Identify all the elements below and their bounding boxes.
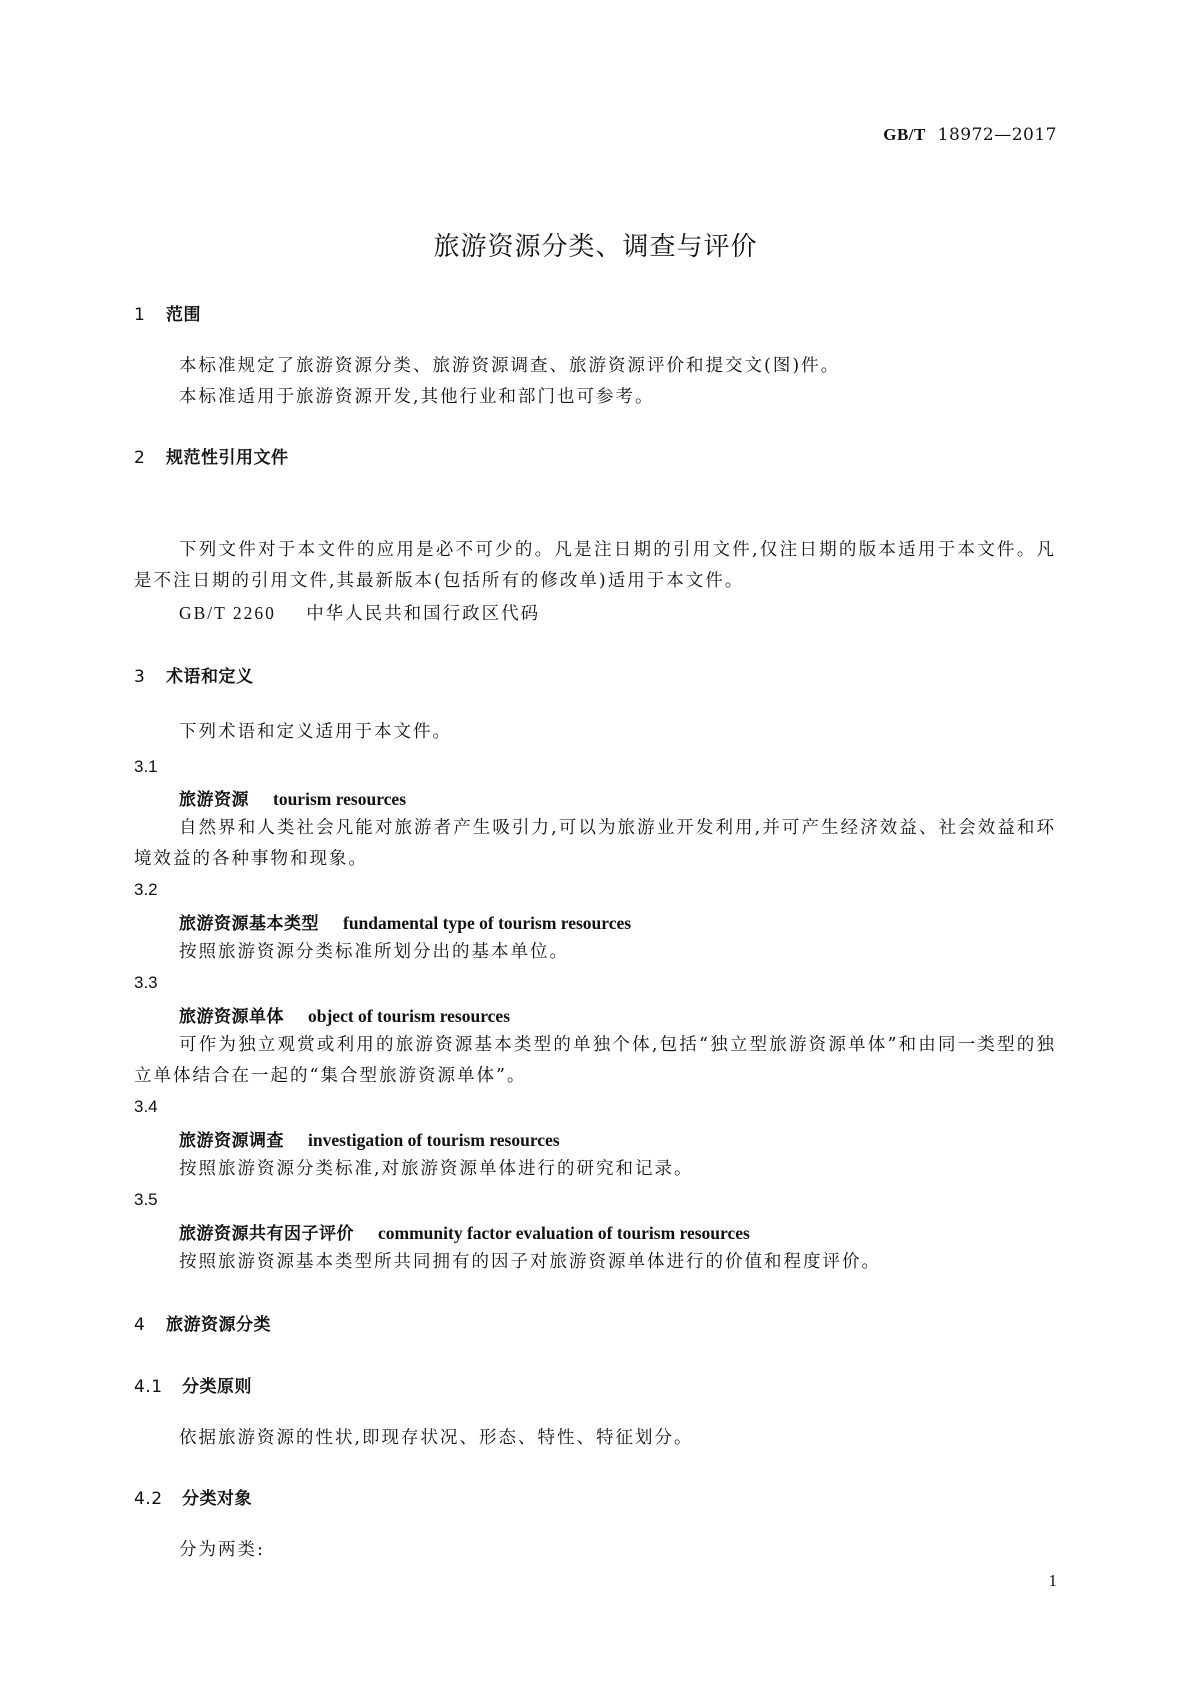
term-zh: 旅游资源单体 [179, 1007, 284, 1027]
term-entry [179, 1219, 750, 1244]
subsection-number: 4.1 [134, 1377, 163, 1397]
term-entry [179, 1002, 510, 1027]
term-en: investigation of tourism resources [308, 1130, 560, 1150]
paragraph: 下列文件对于本文件的应用是必不可少的。凡是注日期的引用文件,仅注日期的版本适用于本文件。凡是不注日期的引用文件,其最新版本(包括所有的修改单)适用于本文件。 [134, 540, 1056, 591]
term-en: fundamental type of tourism resources [343, 913, 632, 933]
section-title: 规范性引用文件 [166, 448, 289, 468]
standard-code [883, 125, 1057, 145]
term-entry [179, 785, 406, 810]
term-en: tourism resources [273, 789, 407, 809]
section-number: 3 [134, 667, 146, 687]
term-zh: 旅游资源 [179, 790, 249, 810]
term-en: community factor evaluation of tourism resources [378, 1223, 750, 1243]
clause-number: 3.4 [134, 1097, 158, 1116]
section-title: 旅游资源分类 [166, 1315, 271, 1335]
term-zh: 旅游资源基本类型 [179, 914, 319, 934]
page-number: 1 [1048, 1571, 1057, 1590]
subsection-number: 4.2 [134, 1489, 163, 1509]
term-definition: 按照旅游资源分类标准所划分出的基本单位。 [179, 942, 569, 962]
term-definition: 按照旅游资源分类标准,对旅游资源单体进行的研究和记录。 [179, 1159, 694, 1179]
paragraph: 依据旅游资源的性状,即现存状况、形态、特性、特征划分。 [179, 1428, 694, 1448]
reference-title: 中华人民共和国行政区代码 [306, 604, 541, 624]
section-number: 4 [134, 1315, 146, 1335]
term-zh: 旅游资源调查 [179, 1131, 284, 1151]
term-definition: 按照旅游资源基本类型所共同拥有的因子对旅游资源单体进行的价值和程度评价。 [179, 1252, 881, 1272]
paragraph: 分为两类: [179, 1540, 265, 1560]
term-definition: 可作为独立观赏或利用的旅游资源基本类型的单独个体,包括“独立型旅游资源单体”和由同一类型的独立单体结合在一起的“集合型旅游资源单体”。 [134, 1035, 1056, 1086]
paragraph: 本标准规定了旅游资源分类、旅游资源调查、旅游资源评价和提交文(图)件。 [179, 356, 841, 376]
section-title: 术语和定义 [166, 667, 254, 687]
term-zh: 旅游资源共有因子评价 [179, 1224, 354, 1244]
term-en: object of tourism resources [308, 1006, 511, 1026]
section-title: 范围 [166, 305, 201, 325]
section-number: 1 [134, 305, 146, 325]
term-entry [179, 1126, 560, 1151]
term-definition: 自然界和人类社会凡能对旅游者产生吸引力,可以为旅游业开发利用,并可产生经济效益、社会效益和环境效益的各种事物和现象。 [134, 818, 1056, 869]
section-2-heading [134, 443, 289, 468]
clause-number: 3.1 [134, 757, 158, 776]
document-title: 旅游资源分类、调查与评价 [433, 232, 758, 262]
section-3-heading [134, 662, 254, 687]
paragraph: 下列术语和定义适用于本文件。 [179, 722, 452, 742]
section-1-heading [134, 300, 201, 325]
subsection-4-2-heading [134, 1484, 252, 1509]
paragraph: 本标准适用于旅游资源开发,其他行业和部门也可参考。 [179, 387, 655, 407]
section-number: 2 [134, 448, 146, 468]
subsection-4-1-heading [134, 1372, 252, 1397]
term-entry [179, 909, 631, 934]
reference-code: GB/T 2260 [179, 603, 276, 623]
clause-number: 3.2 [134, 880, 158, 899]
subsection-title: 分类原则 [182, 1377, 252, 1397]
clause-number: 3.3 [134, 973, 158, 992]
subsection-title: 分类对象 [182, 1489, 252, 1509]
standard-number: 18972—2017 [937, 125, 1057, 145]
normative-reference [179, 598, 540, 630]
standard-code-prefix: GB/T [883, 125, 926, 144]
section-4-heading [134, 1310, 271, 1335]
clause-number: 3.5 [134, 1190, 158, 1209]
